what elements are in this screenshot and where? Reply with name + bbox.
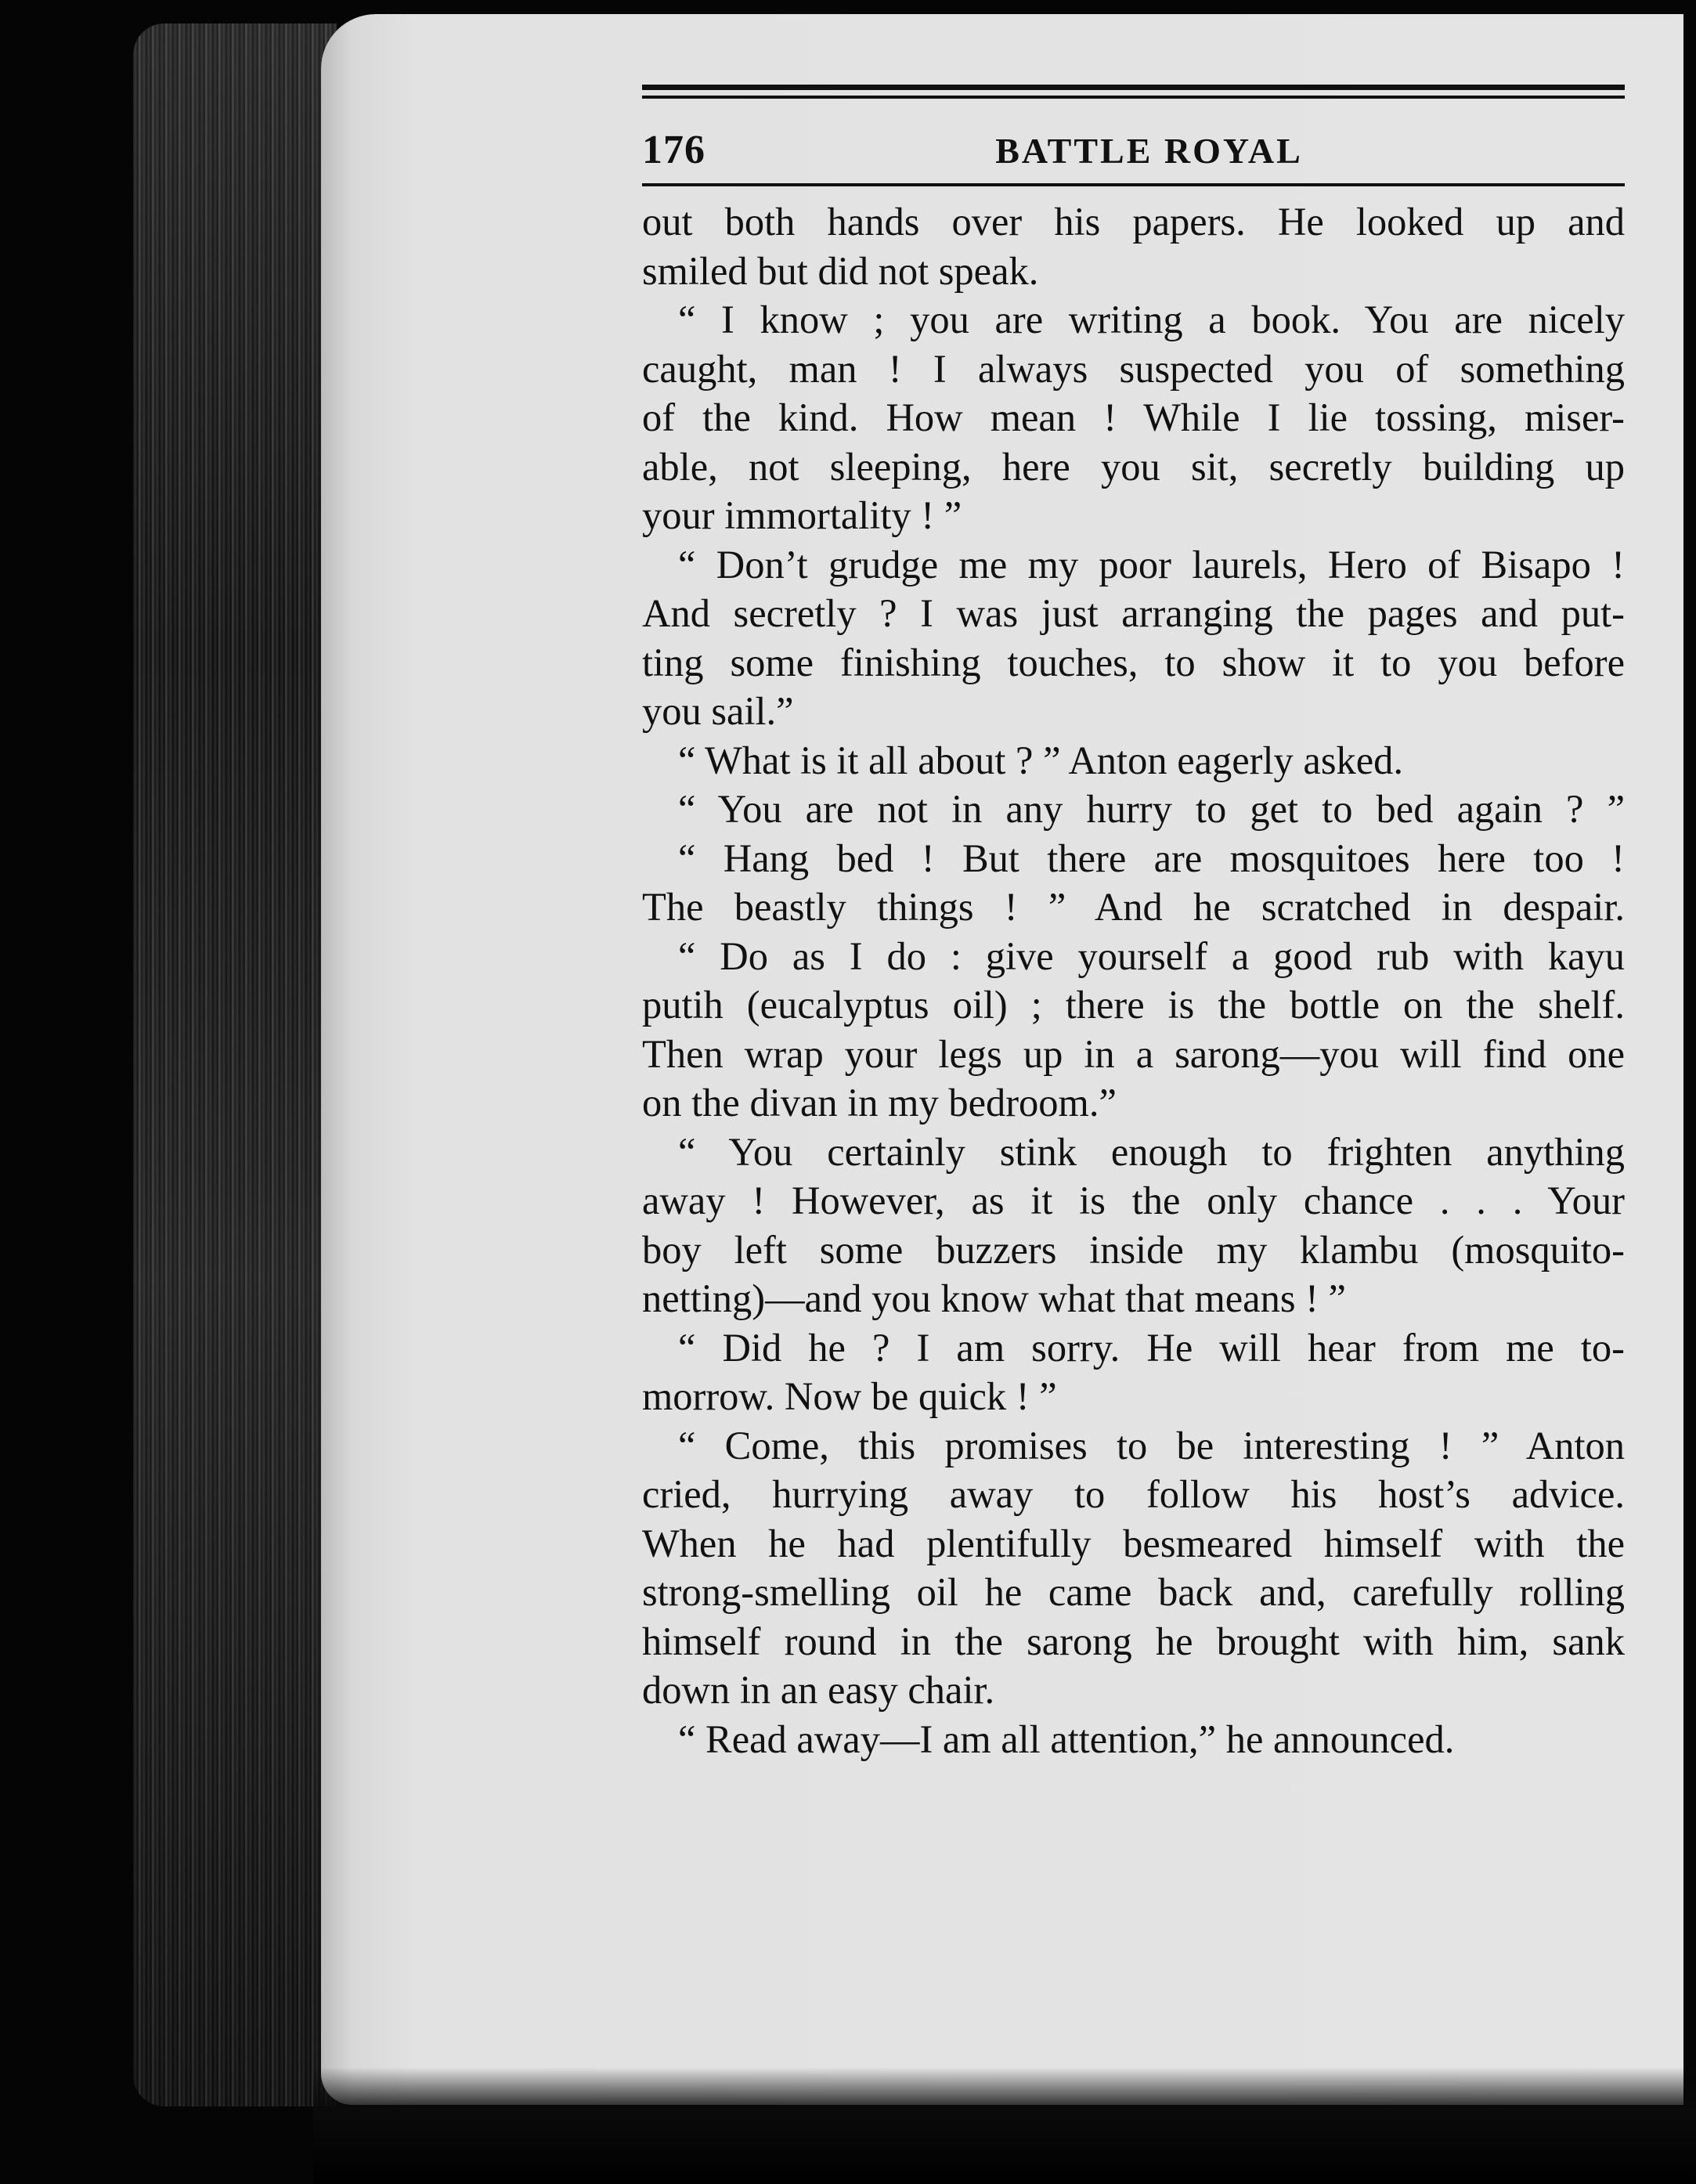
- text-line: caught, man ! I always suspected you of something: [642, 346, 1625, 391]
- text-line: cried, hurrying away to follow his host’s advice.: [642, 1472, 1625, 1516]
- text-line: your immortality ! ”: [642, 493, 962, 537]
- text-line: of the kind. How mean ! While I lie tossing, miser-: [642, 395, 1625, 439]
- text-line: “ You certainly stink enough to frighten anything: [678, 1129, 1625, 1174]
- text-line: you sail.”: [642, 689, 794, 733]
- text-line: netting)—and you know what that means ! ”: [642, 1276, 1346, 1320]
- text-line: “ Come, this promises to be interesting ! ” Anton: [678, 1423, 1625, 1467]
- book-page-edges: [133, 23, 337, 2106]
- header-rule: [642, 183, 1625, 186]
- text-line: smiled but did not speak.: [642, 248, 1039, 293]
- text-line: out both hands over his papers. He looked up and: [642, 200, 1625, 244]
- text-line: And secretly ? I was just arranging the pages and put-: [642, 591, 1625, 635]
- text-line: “ You are not in any hurry to get to bed again ? ”: [678, 787, 1625, 831]
- body-text: [642, 197, 1625, 1763]
- text-line: Then wrap your legs up in a sarong—you will find one: [642, 1031, 1625, 1076]
- text-line: “ What is it all about ? ” Anton eagerly asked.: [678, 738, 1404, 782]
- header-double-rule: [642, 85, 1625, 99]
- text-line: on the divan in my bedroom.”: [642, 1081, 1117, 1124]
- text-line: morrow. Now be quick ! ”: [642, 1374, 1057, 1418]
- text-line: away ! However, as it is the only chance . . . Your: [642, 1179, 1625, 1222]
- page-text-block: [642, 85, 1625, 1763]
- text-line: strong-smelling oil he came back and, carefully rolling: [642, 1570, 1625, 1614]
- text-line: “ Did he ? I am sorry. He will hear from me to-: [678, 1325, 1625, 1370]
- text-line: “ Don’t grudge me my poor laurels, Hero of Bisapo !: [678, 542, 1625, 587]
- text-line: When he had plentifully besmeared himself with the: [642, 1521, 1625, 1565]
- text-line: “ I know ; you are writing a book. You are nicely: [678, 298, 1625, 341]
- text-line: down in an easy chair.: [642, 1668, 995, 1712]
- text-line: “ Hang bed ! But there are mosquitoes here too !: [678, 836, 1625, 880]
- text-line: boy left some buzzers inside my klambu (mosquito-: [642, 1227, 1625, 1272]
- text-line: “ Read away—I am all attention,” he announced.: [678, 1717, 1455, 1761]
- text-line: The beastly things ! ” And he scratched in despair.: [642, 885, 1625, 929]
- page-number: 176: [642, 128, 705, 172]
- running-title: BATTLE ROYAL: [995, 131, 1303, 171]
- text-line: putih (eucalyptus oil) ; there is the bottle on the shelf.: [642, 983, 1625, 1027]
- text-line: himself round in the sarong he brought with him, sank: [642, 1619, 1625, 1663]
- running-head: [642, 105, 1625, 183]
- scan-bottom-shadow: [313, 2067, 1696, 2184]
- text-line: “ Do as I do : give yourself a good rub with kayu: [678, 933, 1625, 978]
- text-line: able, not sleeping, here you sit, secretly building up: [642, 444, 1625, 489]
- text-line: ting some finishing touches, to show it to you before: [642, 640, 1625, 684]
